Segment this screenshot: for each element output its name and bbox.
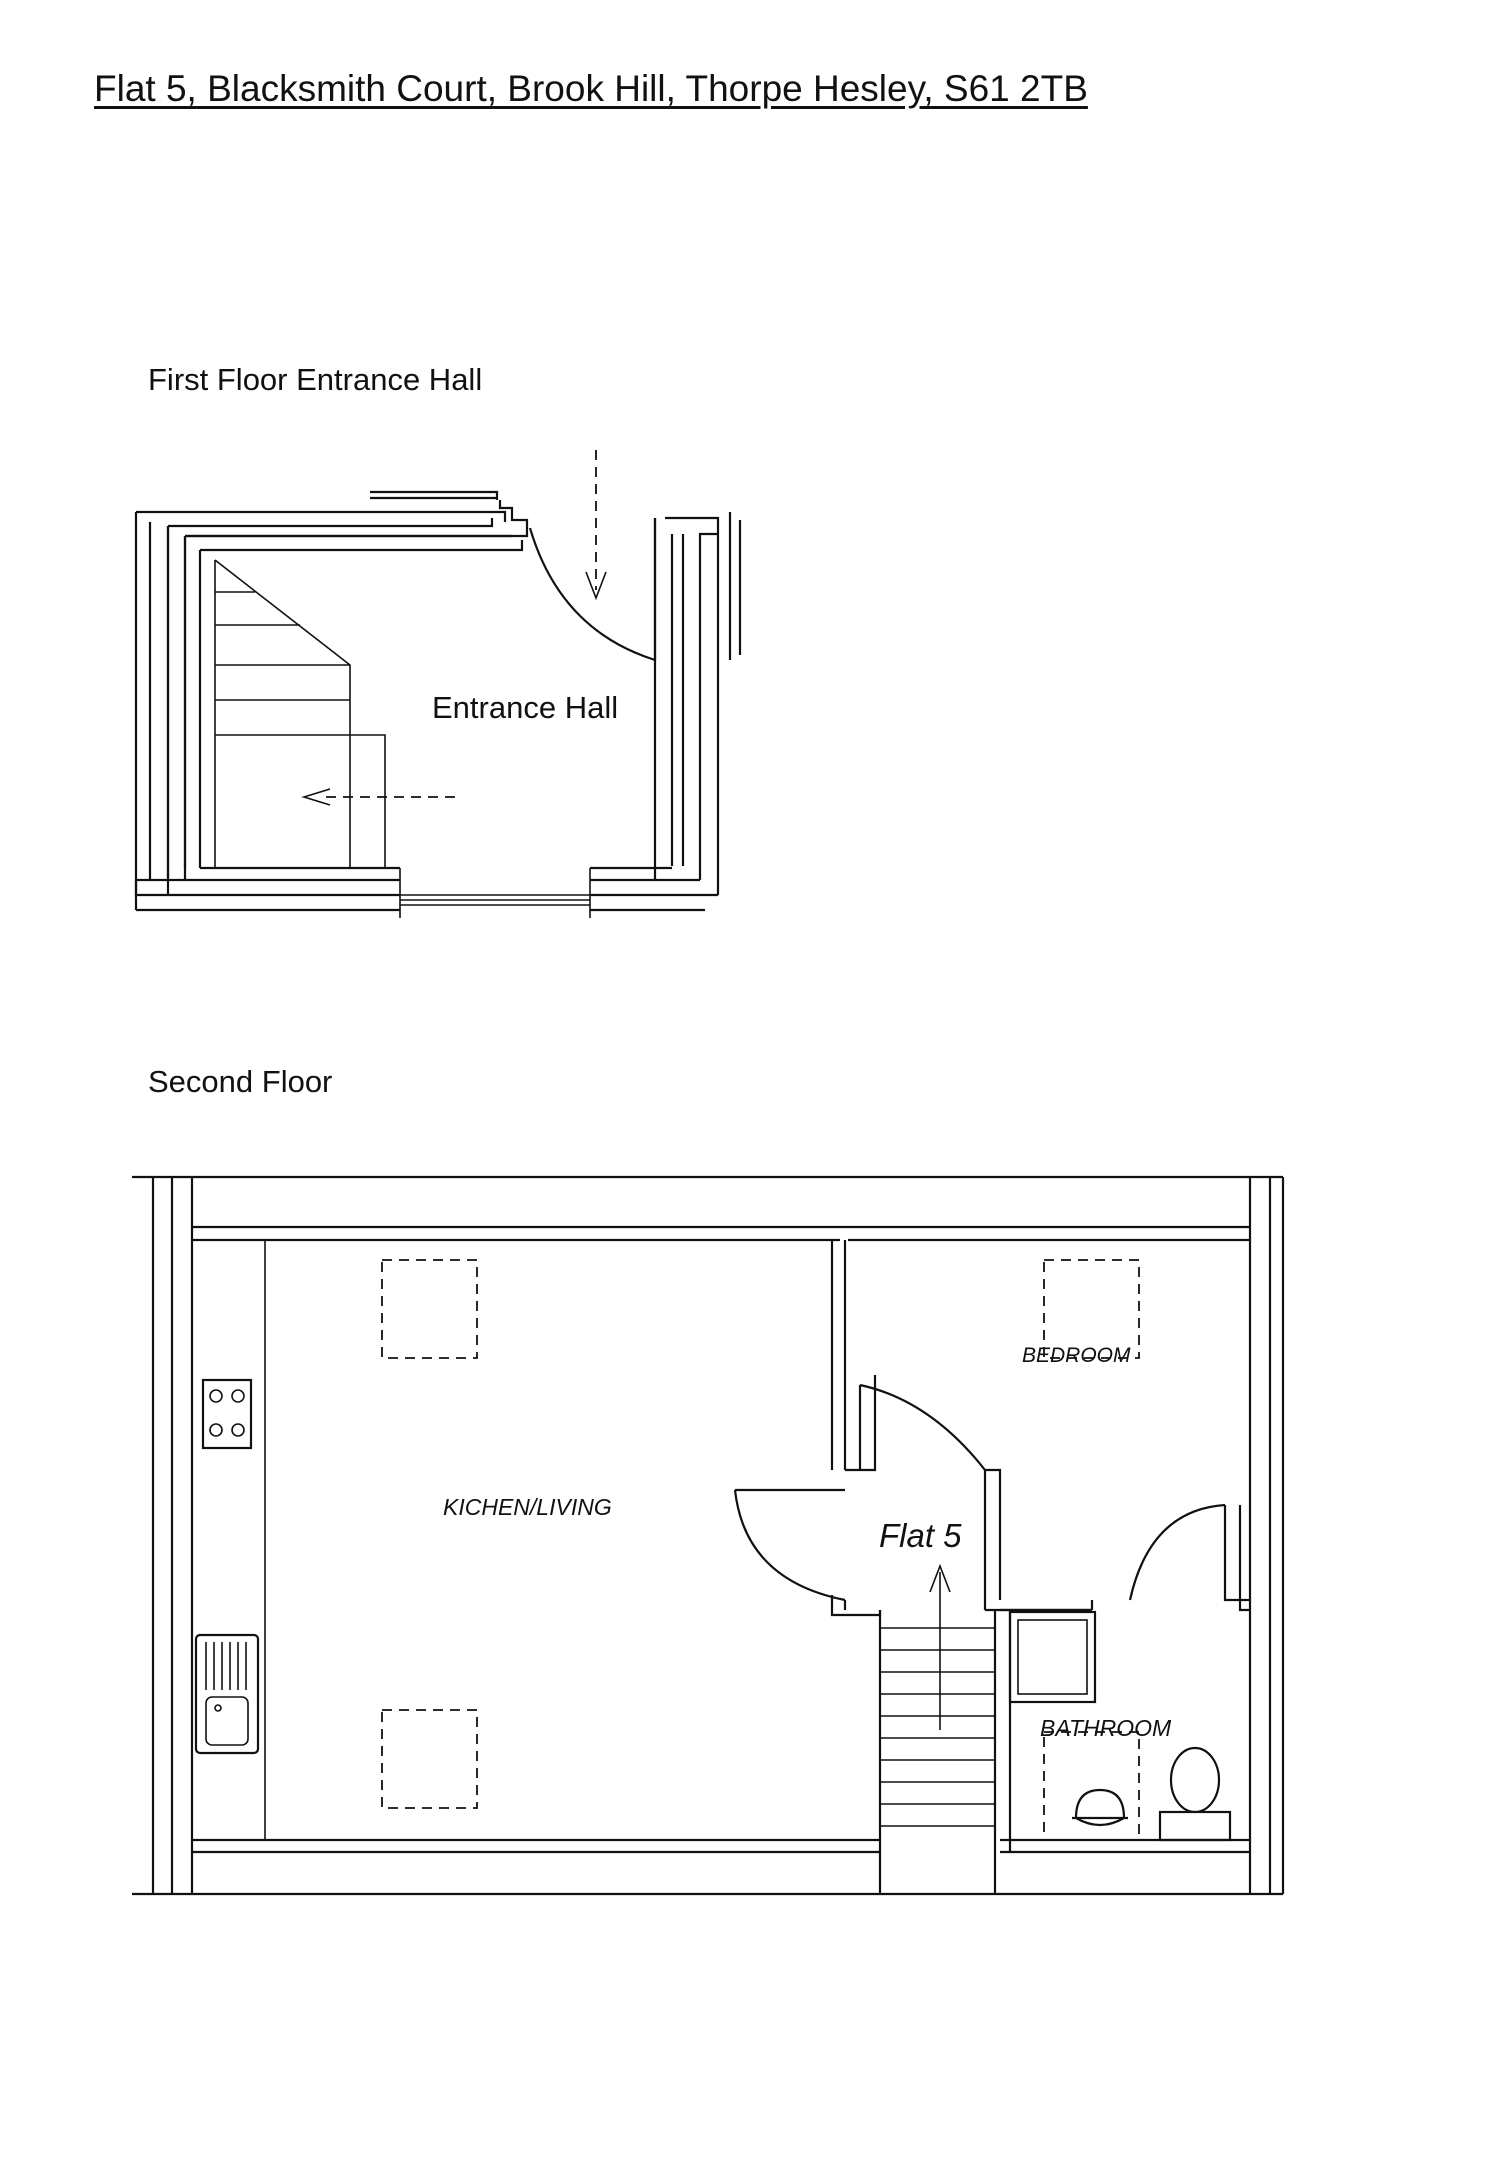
flat-entry-arrow xyxy=(930,1566,950,1730)
flat-number-label: Flat 5 xyxy=(879,1517,962,1554)
first-floor-label: First Floor Entrance Hall xyxy=(148,362,483,397)
bathroom-label: BATHROOM xyxy=(1040,1715,1172,1741)
first-floor-bottom-wall xyxy=(136,868,718,910)
second-floor-stairs xyxy=(880,1628,995,1826)
shower-tray xyxy=(1010,1612,1095,1702)
second-floor-outer-walls xyxy=(132,1177,1283,1894)
second-floor-inner-walls xyxy=(192,1227,1250,1852)
first-floor-right-wall xyxy=(655,512,740,895)
kitchen-door xyxy=(735,1490,880,1615)
hob xyxy=(203,1380,251,1448)
toilet-cistern xyxy=(1160,1812,1230,1840)
skylight-kitchen-top xyxy=(382,1260,477,1358)
first-floor-stairs xyxy=(215,560,385,868)
sink-bowl xyxy=(206,1697,248,1745)
bathroom-walls xyxy=(1000,1505,1250,1610)
first-floor-top-wall xyxy=(185,492,527,550)
second-floor-label: Second Floor xyxy=(148,1064,333,1099)
sink-tap xyxy=(215,1705,221,1711)
sink-drainer xyxy=(206,1642,246,1690)
second-floor-plan xyxy=(132,1177,1283,1894)
basin xyxy=(1072,1790,1128,1825)
shower-tray-inner xyxy=(1018,1620,1087,1694)
toilet-bowl xyxy=(1171,1748,1219,1812)
first-floor-window xyxy=(400,868,590,918)
entrance-hall-label: Entrance Hall xyxy=(432,690,619,725)
hob-burners xyxy=(210,1390,244,1436)
kitchen-living-label: KICHEN/LIVING xyxy=(443,1494,612,1520)
page-title: Flat 5, Blacksmith Court, Brook Hill, Thorpe Hesley, S61 2TB xyxy=(94,68,1088,109)
bedroom-label: BEDROOM xyxy=(1022,1344,1131,1367)
first-floor-plan xyxy=(136,450,740,918)
skylight-kitchen-bottom xyxy=(382,1710,477,1808)
bathroom-door xyxy=(1130,1505,1225,1600)
kitchen-bedroom-partition xyxy=(832,1240,1000,1610)
